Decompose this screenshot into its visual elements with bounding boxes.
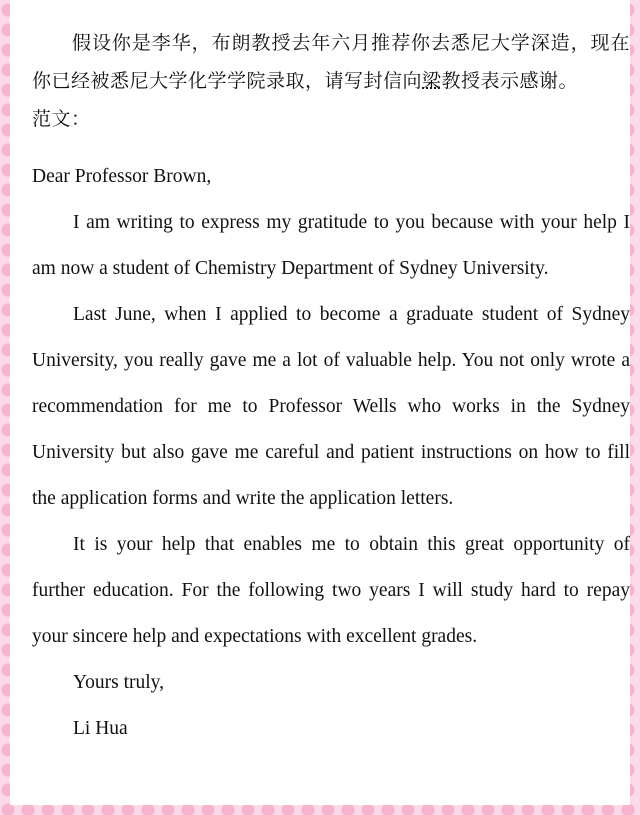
letter-paragraph-1: I am writing to express my gratitude to you because with your help I am now a student of Chemistry Department of Sydney University. bbox=[32, 212, 630, 279]
task-prompt-text: 假设你是李华，布朗教授去年六月推荐你去悉尼大学深造，现在你已经被悉尼大学化学学院录取，请写封信向 bbox=[32, 32, 630, 92]
task-prompt bbox=[32, 0, 630, 100]
letter-paragraph-3: It is your help that enables me to obtain this great opportunity of further education. For the following two years I will study hard to repay your sincere help and expectations with excellent grades. bbox=[32, 534, 630, 647]
task-prompt-underlined-char: 梁 bbox=[422, 70, 442, 92]
letter-closing: Yours truly, bbox=[73, 672, 165, 693]
document-page bbox=[10, 0, 630, 805]
letter-salutation: Dear Professor Brown, bbox=[32, 166, 212, 187]
sample-label: 范文： bbox=[32, 108, 91, 130]
document-body bbox=[32, 0, 630, 752]
task-prompt-text-end: 教授表示感谢。 bbox=[441, 70, 579, 92]
letter-paragraph-2: Last June, when I applied to become a graduate student of Sydney University, you really gave me a lot of valuable help. You not only wrote a recommendation for me to Professor Wells who works in the Sydney University but also gave me careful and patient instructions on how to fill the application forms and write the application letters. bbox=[32, 304, 630, 509]
letter-signature: Li Hua bbox=[73, 718, 128, 739]
